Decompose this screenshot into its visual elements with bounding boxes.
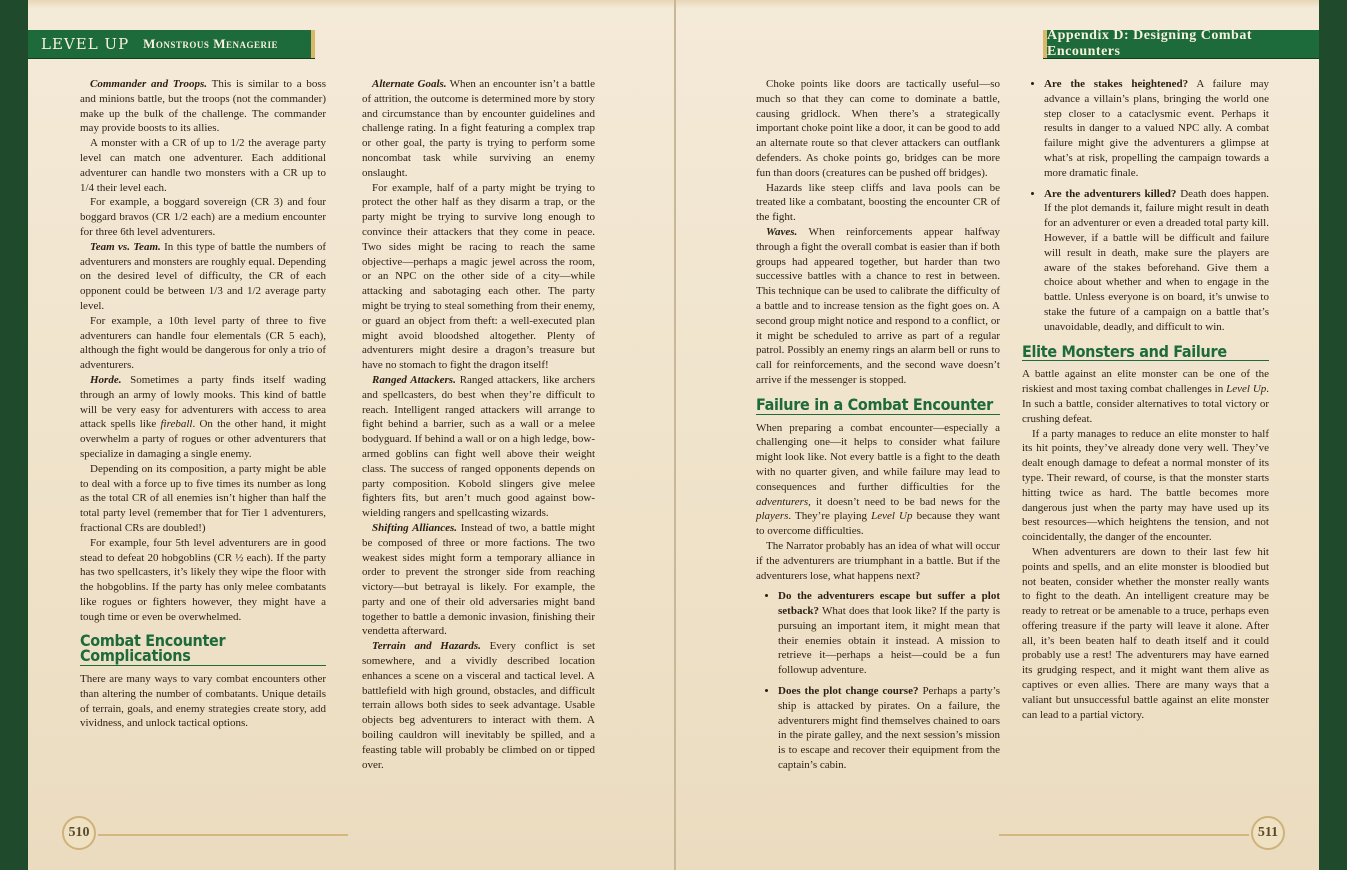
section-heading: Failure in a Combat Encounter xyxy=(756,398,1000,415)
text: Perhaps a party’s ship is attacked by pirates. On a failure, the adventurers might find themselves chained to oars in the pirate galley, and the next session’s mission is to escape and recover their equipment from the captain’s cabin. xyxy=(778,685,1000,772)
run-in-title: Waves. xyxy=(766,225,798,238)
bullet-title: Do the adventurers escape but suffer a plot setback? xyxy=(778,590,1000,618)
paragraph: For example, four 5th level adventurers are in good stead to defeat 20 hobgoblins (CR ½ each). If the party has two spellcasters, it’s likely they wipe the floor with the hobgoblins. If the party has only melee combatants like rogues or fighters however, they might have a tough time or even be overwhelmed. xyxy=(80,536,326,623)
text: . In such a battle, consider alternatives to total victory or crushing defeat. xyxy=(1022,383,1270,425)
left-column-1 xyxy=(80,77,326,731)
spell-name: fireball xyxy=(160,418,193,431)
run-in-title: Terrain and Hazards. xyxy=(372,640,481,653)
text: Ranged attackers, like archers and spellcasters, do best when they’re difficult to reach. Intelligent ranged attackers will arrange to fight behind a barrier, such as a wall or a melee bodyguard. If behind a wall or on a high ledge, bow-armed goblins can fight well above their weight class. The success of ranged opponents depends on party composition. Kobold slingers give melee fighters fits, but aren’t much good against bow-wielding rangers and spellcasting wizards. xyxy=(362,373,595,520)
text: A failure may advance a villain’s plans, bringing the world one step closer to a cataclysmic event. Perhaps it results in danger to a valued NPC ally. A combat failure might give the adventurers a glimpse at what’s at risk, propelling the campaign towards a more dramatic finale. xyxy=(1044,78,1270,179)
run-in-title: Shifting Alliances. xyxy=(372,521,457,534)
bullet-title: Are the adventurers killed? xyxy=(1044,187,1177,200)
paragraph: For example, a 10th level party of three to five adventurers can handle four elementals (CR 5 each), although the fight would be dangerous for only a trio of adventurers. xyxy=(80,314,326,372)
left-page xyxy=(28,0,674,870)
level-up-logo: LEVEL UP xyxy=(41,35,130,53)
run-in-title: Team vs. Team. xyxy=(90,240,161,253)
page-number-left: 510 xyxy=(62,816,96,850)
italic-term: adventurers xyxy=(756,495,809,508)
text: . They’re playing xyxy=(788,510,872,523)
paragraph xyxy=(1022,367,1269,426)
text: What does that look like? If the party is pursuing an important item, it might mean that their enemies obtain it instead. A mission to retrieve it—perhaps a heist—could be a fun followup adventure. xyxy=(778,605,1000,677)
page-number-right: 511 xyxy=(1251,816,1285,850)
paragraph: Depending on its composition, a party might be able to deal with a force up to five times its number as long as the total CR of all enemies isn’t higher than half the total party level (remember that for Tier 1 adventurers, fractional CRs are doubled!) xyxy=(80,462,326,534)
bullet-list xyxy=(1022,77,1269,335)
paragraph xyxy=(362,521,595,639)
paragraph: For example, half of a party might be trying to protect the other half as they disarm a trap, or the party might be trying to survive long enough to convince their attackers that they come in peace. Two sides might be racing to reach the same objective—perhaps a magic jewel across the room, or an NPC on the other side of a city—while attacking and sabotaging each other. The party might be trying to steal something from their enemy, or guard an object from theft: a well-executed plan might avoid bloodshed altogether. Plenty of adventurers might desire a dragon’s treasure but have no stomach to fight the dragon itself! xyxy=(362,181,595,372)
text: Sometimes a party finds itself wading through an army of lowly mooks. This kind of battle will be very easy for adventurers with access to area attack spells like xyxy=(80,373,326,431)
chapter-title: Monstrous Menagerie xyxy=(143,36,278,51)
list-item xyxy=(778,684,1000,773)
paragraph xyxy=(362,77,595,181)
left-column-2 xyxy=(362,77,595,772)
text: When reinforcements appear halfway through a fight the overall combat is easier than if both groups had appeared together, but harder than two successive battles with a chance to rest in between. This technique can be used to calibrate the difficulty of a battle and to increase tension as the fight goes on. A second group might notice and respond to a conflict, or it might be scheduled to arrive as part of a regular patrol. Possibly an enemy rings an alarm bell or runs to call for reinforcements, and the second wave doesn’t arrive if the messenger is stopped. xyxy=(756,225,1000,386)
paragraph: Hazards like steep cliffs and lava pools can be treated like a combatant, boosting the encounter CR of the fight. xyxy=(756,181,1000,224)
page-top-edge xyxy=(28,0,674,8)
paragraph xyxy=(80,240,326,314)
right-header-banner xyxy=(1043,30,1319,58)
section-heading: Elite Monsters and Failure xyxy=(1022,345,1269,362)
text: because they want to overcome difficulties. xyxy=(756,510,1000,538)
bullet-list xyxy=(756,589,1000,773)
right-column-1 xyxy=(756,77,1000,779)
paragraph: A monster with a CR of up to 1/2 the average party level can match one adventurer. Each additional adventurer can handle two monsters with a CR up to 1/4 their level each. xyxy=(80,137,326,194)
paragraph: There are many ways to vary combat encounters other than altering the number of combatants. Unique details of terrain, goals, and enemy strategies create story, add vividness, and unlock tactical options. xyxy=(80,673,326,730)
page-top-edge xyxy=(676,0,1319,8)
paragraph: When adventurers are down to their last few hit points and spells, and an elite monster is bloodied but not beaten, consider whether the monster really wants to fight to the death. An intelligent creature may be ready to retreat or be amenable to a truce, perhaps even offering treasure if the party will leave it alone. After all, it’s been beaten half to death itself and it could probably use a rest! The adventurers may have earned its grudging respect, and it might want them alive as captives or even allies. There are many ways that a valiant but unsuccessful battle against an elite monster can lead to a partial victory. xyxy=(1022,545,1269,721)
left-header-banner xyxy=(28,30,315,58)
list-item xyxy=(1044,77,1269,181)
paragraph xyxy=(756,225,1000,388)
paragraph: The Narrator probably has an idea of what will occur if the adventurers are triumphant in a battle. But if the adventurers lose, what happens next? xyxy=(756,539,1000,582)
text: Death does happen. If the plot demands it, failure might result in death for an adventurer or even a dreaded total party kill. However, if a battle will be difficult and failure will result in death, make sure the players are aware of the stakes beforehand. Give them a choice about whether and when to engage in the battle. Unless everyone is on board, it’s unwise to stake the future of a campaign on a battle that’s unavoidable, deadly, and difficult to win. xyxy=(1044,187,1269,333)
text: Every conflict is set somewhere, and a vividly described location enhances a scene on a visceral and tactical level. A battlefield with high ground, obstacles, and difficult terrain allows both sides to seek advantage. Usable objects beg adventurers to interact with them. A boiling cauldron will inevitably be spilled, and a feasting table will probably be climbed on or tipped over. xyxy=(362,640,595,771)
appendix-title: Appendix D: Designing Combat Encounters xyxy=(1047,28,1252,59)
paragraph xyxy=(362,639,595,772)
italic-term: Level Up xyxy=(871,510,913,523)
text: A battle against an elite monster can be one of the riskiest and most taxing combat challenges in xyxy=(1022,368,1269,396)
right-page xyxy=(676,0,1319,870)
paragraph xyxy=(756,421,1000,539)
run-in-title: Commander and Troops. xyxy=(90,78,208,90)
text: When an encounter isn’t a battle of attrition, the outcome is determined more by story and circumstance than by encounter guidelines and challenge rating. In a fight featuring a complex trap or other goal, the party is trying to perform some noncombat task while surviving an enemy onslaught. xyxy=(362,78,595,179)
run-in-title: Horde. xyxy=(90,373,122,386)
section-heading: Combat Encounter Complications xyxy=(80,634,326,666)
footer-rule xyxy=(999,834,1249,836)
bullet-title: Does the plot change course? xyxy=(778,685,919,698)
italic-term: Level Up xyxy=(1226,383,1267,396)
text: . On the other hand, it might overwhelm a party of rogues or other adventurers that specialize in damaging a single enemy. xyxy=(80,418,326,460)
paragraph xyxy=(362,373,595,521)
paragraph: Choke points like doors are tactically useful—so much so that they can come to dominate a battle, causing gridlock. When there’s a strategically important choke point like a door, it can be good to add an alternate route so that clever attackers can outflank defenders. As choke points go, bridges can be more fun than doors (creatures can be pushed off bridges). xyxy=(756,78,1000,179)
italic-term: players xyxy=(756,510,789,523)
text: , it doesn’t need to be bad news for the xyxy=(808,495,1000,508)
paragraph: For example, a boggard sovereign (CR 3) and four boggard bravos (CR 1/2 each) are a medium encounter for three 6th level adventurers. xyxy=(80,196,326,238)
paragraph: If a party manages to reduce an elite monster to half its hit points, they’ve already done very well. They’ve dealt enough damage to defeat a normal monster of its type. Their reward, of course, is that the monster starts hitting twice as hard. The battle becomes more dangerous just when the party may have used up its best resources—which heightens the tension, and not coincidentally, the danger of the encounter. xyxy=(1022,427,1269,544)
text: When preparing a combat encounter—especially a challenging one—it helps to consider what failure might look like. Not every battle is a fight to the death with no quarter given, and while failure may lead to consequences and further difficulties for the xyxy=(756,421,1000,493)
footer-rule xyxy=(98,834,348,836)
bullet-title: Are the stakes heightened? xyxy=(1044,78,1189,90)
paragraph xyxy=(80,77,326,136)
text: Instead of two, a battle might be composed of three or more factions. The two weakest sides might form a temporary alliance in order to prevent the stronger side from reaching victory—but betrayal is likely. For example, the party and one of their old adversaries might band together to battle a demonic invasion, finishing their vendetta afterward. xyxy=(362,521,595,638)
right-column-2 xyxy=(1022,77,1269,722)
run-in-title: Ranged Attackers. xyxy=(372,373,456,386)
text: This is similar to a boss and minions battle, but the troops (not the commander) make up the bulk of the challenge. The commander may provide boosts to its allies. xyxy=(80,78,326,135)
run-in-title: Alternate Goals. xyxy=(372,78,447,90)
list-item xyxy=(1044,187,1269,335)
text: In this type of battle the numbers of adventurers and monsters are roughly equal. Depending on the desired level of difficulty, the CR of each opponent could be between 1/3 and 1/2 average party level. xyxy=(80,240,326,312)
paragraph xyxy=(80,373,326,462)
list-item xyxy=(778,589,1000,678)
